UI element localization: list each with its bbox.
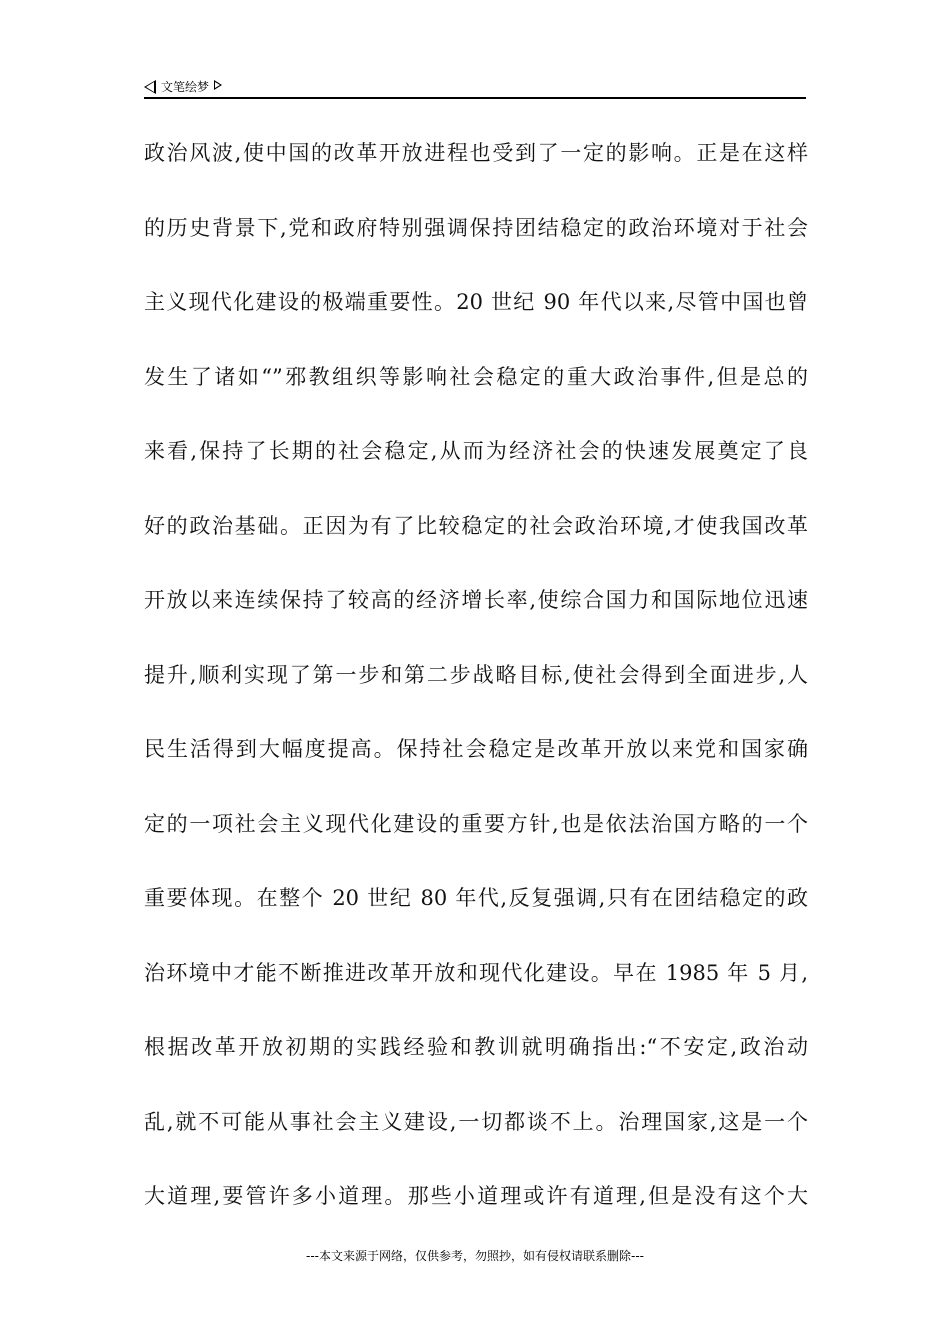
text-line: 主义现代化建设的极端重要性。20 世纪 90 年代以来,尽管中国也曾 bbox=[144, 290, 808, 314]
body-text bbox=[144, 120, 808, 1238]
text-line: 的历史背景下,党和政府特别强调保持团结稳定的政治环境对于社会 bbox=[144, 215, 808, 240]
text-line: 大道理,要管许多小道理。那些小道理或许有道理,但是没有这个大 bbox=[144, 1184, 808, 1208]
text-line: 定的一项社会主义现代化建设的重要方针,也是依法治国方略的一个 bbox=[144, 811, 808, 836]
text-line: 治环境中才能不断推进改革开放和现代化建设。早在 1985 年 5 月, bbox=[144, 960, 808, 985]
text-line: 政治风波,使中国的改革开放进程也受到了一定的影响。正是在这样 bbox=[144, 141, 808, 165]
header-brand bbox=[144, 78, 222, 95]
text-line: 民生活得到大幅度提高。保持社会稳定是改革开放以来党和国家确 bbox=[144, 737, 808, 761]
page-footer: ---本文来源于网络，仅供参考，勿照抄，如有侵权请联系删除--- bbox=[306, 1249, 644, 1263]
text-line: 来看,保持了长期的社会稳定,从而为经济社会的快速发展奠定了良 bbox=[144, 439, 808, 463]
text-line: 开放以来连续保持了较高的经济增长率,使综合国力和国际地位迅速 bbox=[144, 588, 808, 612]
header-title: 文笔绘梦 bbox=[161, 80, 210, 94]
text-line: 发生了诸如“”邪教组织等影响社会稳定的重大政治事件,但是总的 bbox=[144, 364, 808, 389]
triangle-left-icon bbox=[144, 80, 156, 94]
triangle-right-icon bbox=[214, 80, 222, 90]
text-line: 根据改革开放初期的实践经验和教训就明确指出:“不安定,政治动 bbox=[144, 1035, 808, 1059]
text-line: 重要体现。在整个 20 世纪 80 年代,反复强调,只有在团结稳定的政 bbox=[144, 886, 808, 910]
text-line: 提升,顺利实现了第一步和第二步战略目标,使社会得到全面进步,人 bbox=[144, 662, 808, 687]
text-line: 好的政治基础。正因为有了比较稳定的社会政治环境,才使我国改革 bbox=[144, 513, 808, 538]
text-line: 乱,就不可能从事社会主义建设,一切都谈不上。治理国家,这是一个 bbox=[144, 1109, 808, 1134]
header-divider bbox=[144, 97, 806, 99]
